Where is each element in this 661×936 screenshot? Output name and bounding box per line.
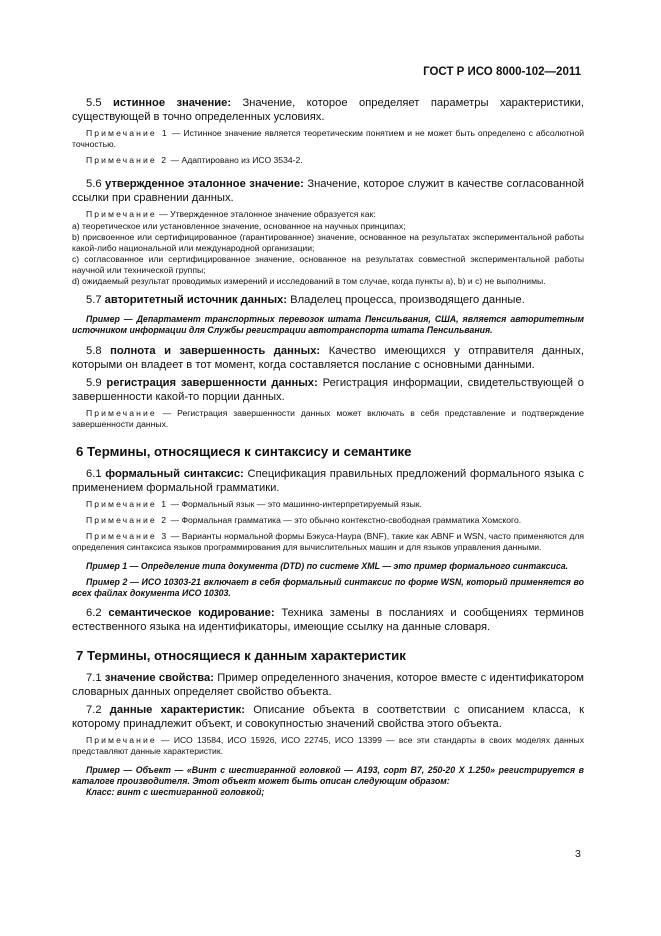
clause-6-1-note-3: Примечание 3 — Варианты нормальной формы Бэкуса-Наура (BNF), такие как ABNF и WSN, часто применяются для определения синтаксиса языков программирования для вычислительных машин и для языков управления данными. [72,531,584,552]
clause-5-9-note: Примечание — Регистрация завершенности данных может включать в себя представление и подтверждение завершенности данных. [72,408,584,429]
clause-5-5: 5.5 истинное значение: Значение, которое определяет параметры характеристики, существующей в точно определенных условиях. [72,97,585,123]
clause-7-2: 7.2 данные характеристик: Описание объекта в соответствии с описанием класса, к которому принадлежит объект, и совокупностью значений свойства этого объекта. [72,704,585,730]
clause-5-6-note: Примечание — Утвержденное эталонное значение образуется как: [86,209,376,219]
clause-6-2: 6.2 семантическое кодирование: Техника замены в посланиях и сообщениях терминов естественного языка на идентификаторы, имеющие ссылку на данные словаря. [72,607,584,633]
clause-7-1: 7.1 значение свойства: Пример определенного значения, которое вместе с идентификатором словарных данных определяет свойство объекта. [72,672,584,698]
page-content [72,96,584,803]
clause-5-8: 5.8 полнота и завершенность данных: Качество имеющихся у отправителя данных, которыми он владеет в тот момент, когда составляется послание с основными данными. [72,345,584,371]
clause-6-1-note-1: Примечание 1 — Формальный язык — это машинно-интерпретируемый язык. [86,499,422,509]
clause-7-2-example-class: Класс: винт с шестигранной головкой; [86,787,265,797]
clause-6-1-example-2: Пример 2 — ИСО 10303-21 включает в себя формальный синтаксис по форме WSN, который применяется во всех файлах документа ИСО 10303. [72,577,584,598]
clause-6-1-example-1: Пример 1 — Определение типа документа (DTD) по системе XML — это пример формального синтаксиса. [86,561,569,571]
list-item: a) теоретическое или установленное значение, основанное на научных принципах; [72,221,406,231]
clause-5-5-note-1: Примечание 1 — Истинное значение является теоретическим понятием и не может быть определено с абсолютной точностью. [72,128,585,149]
clause-5-6: 5.6 утвержденное эталонное значение: Значение, которое служит в качестве согласованной ссылки при сравнении данных. [72,178,585,204]
clause-6-1-note-2: Примечание 2 — Формальная грамматика — это обычно контекстно-свободная грамматика Хомского. [86,515,522,525]
clause-5-5-note-2: Примечание 2 — Адаптировано из ИСО 3534-2. [86,155,303,165]
section-6-heading: 6 Термины, относящиеся к синтаксису и семантике [76,444,412,459]
clause-5-7-example: Пример — Департамент транспортных перевозок штата Пенсильвания, США, является авторитетным источником информации для Службы регистрации автотранспорта штата Пенсильвания. [72,314,584,335]
list-item: b) присвоенное или сертифицированное (гарантированное) значение, основанное на результатах экспериментальной работы какой-либо национальной или международной организации; [72,232,584,253]
clause-7-2-example: Пример — Объект — «Винт с шестигранной головкой — A193, сорт B7, 250-20 X 1.250» регистрируется в каталоге производителя. Этот объект может быть описан следующим образом: [72,765,584,786]
page-number: 3 [575,848,581,860]
clause-6-1: 6.1 формальный синтаксис: Спецификация правильных предложений формального языка с применением формальной грамматики. [72,468,585,494]
clause-7-2-note: Примечание — ИСО 13584, ИСО 15926, ИСО 22745, ИСО 13399 — все эти стандарты в своих моделях данных представляют данные характеристик. [72,735,584,756]
section-7-heading: 7 Термины, относящиеся к данным характеристик [76,648,406,663]
list-item: d) ожидаемый результат проводимых измерений и исследований в том случае, когда пункты a), b) и c) не выполнимы. [72,276,546,286]
clause-5-7: 5.7 авторитетный источник данных: Владелец процесса, производящего данные. [86,294,525,306]
list-item: c) согласованное или сертифицированное значение, основанное на результатах совместной экспериментальной работы научной или технической группы; [72,254,584,275]
clause-5-9: 5.9 регистрация завершенности данных: Регистрация информации, свидетельствующей о завершенности какой-то порции данных. [72,377,585,403]
document-header: ГОСТ Р ИСО 8000-102—2011 [423,66,581,78]
